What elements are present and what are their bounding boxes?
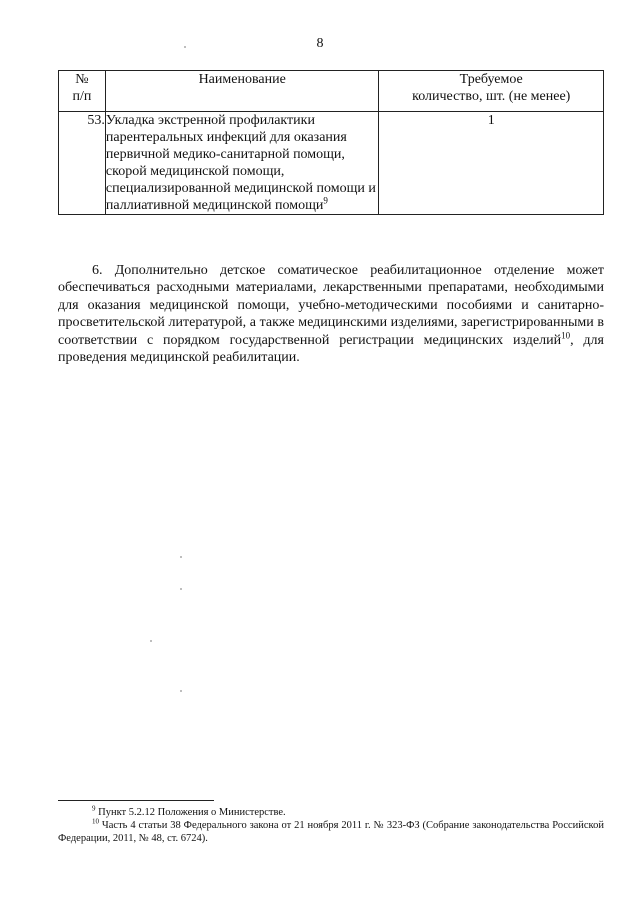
table-row [59, 112, 604, 215]
footnote-mark: 9 [92, 804, 96, 813]
scan-speck [180, 690, 182, 692]
scan-speck [184, 46, 186, 48]
row-number: 53. [59, 112, 106, 215]
footnote-mark: 10 [92, 817, 99, 826]
scan-speck [150, 640, 152, 642]
row-quantity: 1 [379, 112, 604, 215]
footnotes [58, 806, 604, 845]
footnote-item [58, 819, 604, 845]
header-number [59, 71, 106, 112]
header-quantity [379, 71, 604, 112]
body-paragraph [58, 262, 604, 366]
paragraph-text: 6. Дополнительно детское соматическое реабилитационное отделение может обеспечиваться расходными материалами, лекарственными препаратами, необходимыми для оказания медицинской помощи, учебно-методическими пособиями и санитарно-просветительской литературой, а также медицинскими изделиями, зарегистрированными в соответствии с порядком государственной регистрации медицинских изделий [58, 263, 604, 348]
equipment-table [58, 70, 604, 215]
scan-speck [180, 588, 182, 590]
header-number-line1: № [75, 72, 89, 87]
page-number: 8 [316, 36, 324, 51]
table-header-row [59, 71, 604, 112]
row-name-text: Укладка экстренной профилактики парентеральных инфекций для оказания первичной медико-санитарной помощи, скорой медицинской помощи, специализированной медицинской помощи и паллиативной медицинской помощи [105, 113, 376, 213]
paragraph-footnote-ref[interactable]: 10 [561, 329, 571, 340]
footnote-divider [58, 800, 214, 801]
header-quantity-line1: Требуемое [459, 72, 523, 87]
header-number-line2: п/п [72, 89, 92, 104]
scan-speck [180, 556, 182, 558]
header-quantity-line2: количество, шт. (не менее) [412, 89, 571, 104]
footnote-text: Часть 4 статьи 38 Федерального закона от 21 ноября 2011 г. № 323-ФЗ (Собрание законодательства Российской Федерации, 2011, № 48, ст. 6724). [58, 820, 604, 844]
footnote-text: Пункт 5.2.12 Положения о Министерстве. [95, 807, 286, 818]
row-name [105, 112, 379, 215]
paragraph-text-end: , для проведения медицинской реабилитации. [58, 332, 604, 366]
row-footnote-ref[interactable]: 9 [323, 195, 328, 206]
header-name: Наименование [105, 71, 379, 112]
footnote-item [58, 806, 604, 819]
